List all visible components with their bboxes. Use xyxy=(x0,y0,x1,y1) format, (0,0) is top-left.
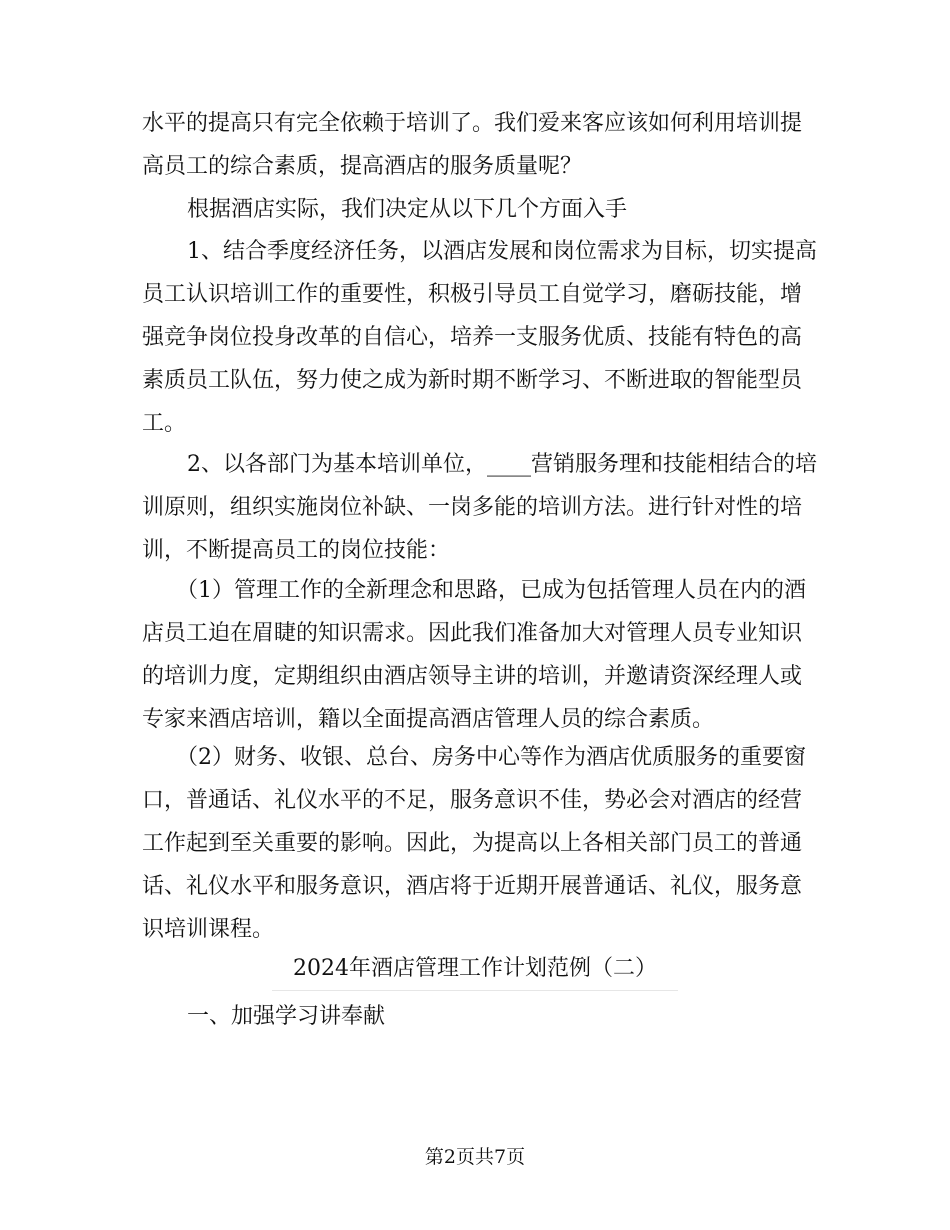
text-line: 员工认识培训工作的重要性，积极引导员工自觉学习，磨砺技能，增 xyxy=(142,282,803,307)
text-line: 高员工的综合素质，提高酒店的服务质量呢？ xyxy=(142,154,583,179)
text-line: （2）财务、收银、总台、房务中心等作为酒店优质服务的重要窗 xyxy=(176,745,806,770)
text-line: 根据酒店实际，我们决定从以下几个方面入手 xyxy=(187,197,628,222)
text-line: 训原则，组织实施岗位补缺、一岗多能的培训方法。进行针对性的培 xyxy=(142,495,803,520)
text-line: 强竞争岗位投身改革的自信心，培养一支服务优质、技能有特色的高 xyxy=(142,325,803,350)
text-line: 一、加强学习讲奉献 xyxy=(187,1004,386,1029)
section-heading xyxy=(187,995,855,1038)
page-footer: 第2页共7页 xyxy=(424,1146,526,1168)
text-line: 的培训力度，定期组织由酒店领导主讲的培训，并邀请资深经理人或 xyxy=(142,664,803,689)
text-line: 话、礼仪水平和服务意识，酒店将于近期开展普通话、礼仪，服务意 xyxy=(142,874,803,899)
text-line: 工作起到至关重要的影响。因此，为提高以上各相关部门员工的普通 xyxy=(142,831,803,856)
text-line: 店员工迫在眉睫的知识需求。因此我们准备加大对管理人员专业知识 xyxy=(142,621,803,646)
text-line: 素质员工队伍，努力使之成为新时期不断学习、不断进取的智能型员 xyxy=(142,368,803,393)
text-line: 1、结合季度经济任务，以酒店发展和岗位需求为目标，切实提高 xyxy=(187,239,817,264)
text-line: 水平的提高只有完全依赖于培训了。我们爱来客应该如何利用培训提 xyxy=(142,111,803,136)
text-line: 训，不断提高员工的岗位技能： xyxy=(142,538,451,563)
text-line: 工。 xyxy=(142,411,187,436)
text-line: 识培训课程。 xyxy=(142,917,275,942)
text-line: （1）管理工作的全新理念和思路，已成为包括管理人员在内的酒 xyxy=(176,578,806,603)
paragraph-intro xyxy=(142,102,810,188)
paragraph-approach xyxy=(187,188,855,231)
paragraph-item-2 xyxy=(142,443,817,572)
paragraph-item-2-1 xyxy=(142,569,810,741)
text-line: 2、以各部门为基本培训单位，____营销服务理和技能相结合的培 xyxy=(187,452,817,477)
paragraph-item-2-2 xyxy=(142,736,810,951)
text-line: 专家来酒店培训，籍以全面提高酒店管理人员的综合素质。 xyxy=(142,707,715,732)
paragraph-item-1 xyxy=(142,230,817,445)
text-line: 口，普通话、礼仪水平的不足，服务意识不佳，势必会对酒店的经营 xyxy=(142,788,803,813)
section-title: 2024年酒店管理工作计划范例（二） xyxy=(272,948,678,991)
